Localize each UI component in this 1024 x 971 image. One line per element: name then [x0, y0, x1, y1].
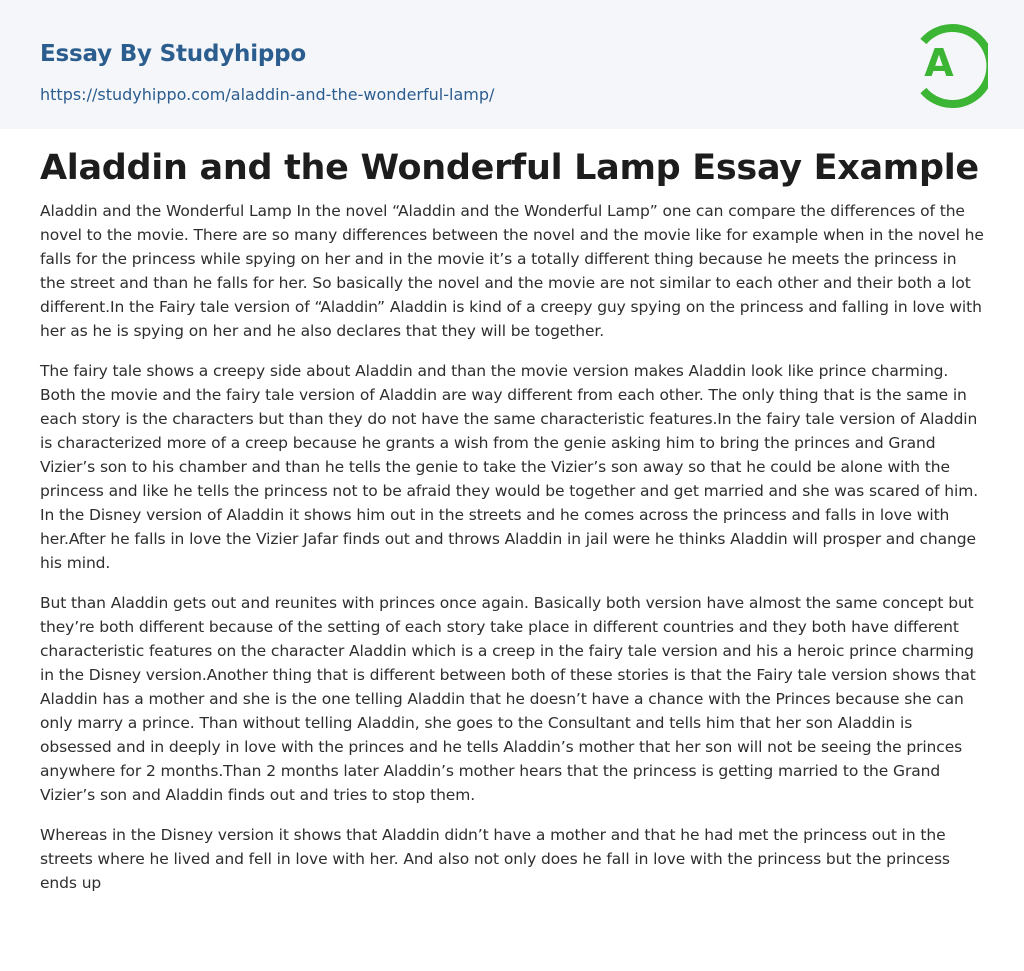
- site-title[interactable]: Essay By Studyhippo: [40, 41, 307, 67]
- essay-url-link[interactable]: https://studyhippo.com/aladdin-and-the-wonderful-lamp/: [40, 85, 495, 104]
- essay-paragraph-1: Aladdin and the Wonderful Lamp In the novel “Aladdin and the Wonderful Lamp” one can compare the differences of the novel to the movie. There are so many differences between the novel and the movie like for example when in the novel he falls for the princess while spying on her and in the movie it’s a totally different thing because he meets the princess in the street and than he falls for her. So basically the novel and the movie are not similar to each other and their both a lot different.In the Fairy tale version of “Aladdin” Aladdin is kind of a creepy guy spying on the princess and falling in love with her as he is spying on her and he also declares that they will be together.: [40, 202, 984, 340]
- site-header: [0, 0, 1024, 129]
- essay-paragraph-4: Whereas in the Disney version it shows that Aladdin didn’t have a mother and that he had met the princess out in the streets where he lived and fell in love with her. And also not only does he fall in love with the princess but the princess ends up: [40, 826, 950, 892]
- logo-letter: A: [924, 41, 954, 85]
- page-title: Aladdin and the Wonderful Lamp Essay Example: [40, 148, 979, 188]
- essay-paragraph-2: The fairy tale shows a creepy side about Aladdin and than the movie version makes Aladdin look like prince charming. Both the movie and the fairy tale version of Aladdin are way different from each other. The only thing that is the same in each story is the characters but than they do not have the same characteristic features.In the fairy tale version of Aladdin is characterized more of a creep because he grants a wish from the genie asking him to bring the princes and Grand Vizier’s son to his chamber and than he tells the genie to take the Vizier’s son away so that he could be alone with the princess and like he tells the princess not to be afraid they would be together and get married and she was scared of him. In the Disney version of Aladdin it shows him out in the streets and he comes across the princess and falls in love with her.After he falls in love the Vizier Jafar finds out and throws Aladdin in jail were he thinks Aladdin will prosper and change his mind.: [40, 362, 979, 572]
- studyhippo-logo-icon[interactable]: [898, 18, 988, 108]
- essay-paragraph-3: But than Aladdin gets out and reunites with princes once again. Basically both version have almost the same concept but they’re both different because of the setting of each story take place in different countries and they both have different characteristic features on the character Aladdin which is a creep in the fairy tale version and his a heroic prince charming in the Disney version.Another thing that is different between both of these stories is that the Fairy tale version shows that Aladdin has a mother and she is the one telling Aladdin that he doesn’t have a chance with the Princes because she can only marry a prince. Than without telling Aladdin, she goes to the Consultant and tells him that her son Aladdin is obsessed and in deeply in love with the princes and he tells Aladdin’s mother that her son will not be seeing the princes anywhere for 2 months.Than 2 months later Aladdin’s mother hears that the princess is getting married to the Grand Vizier’s son and Aladdin finds out and tries to stop them.: [40, 594, 976, 804]
- article-content: [40, 144, 985, 911]
